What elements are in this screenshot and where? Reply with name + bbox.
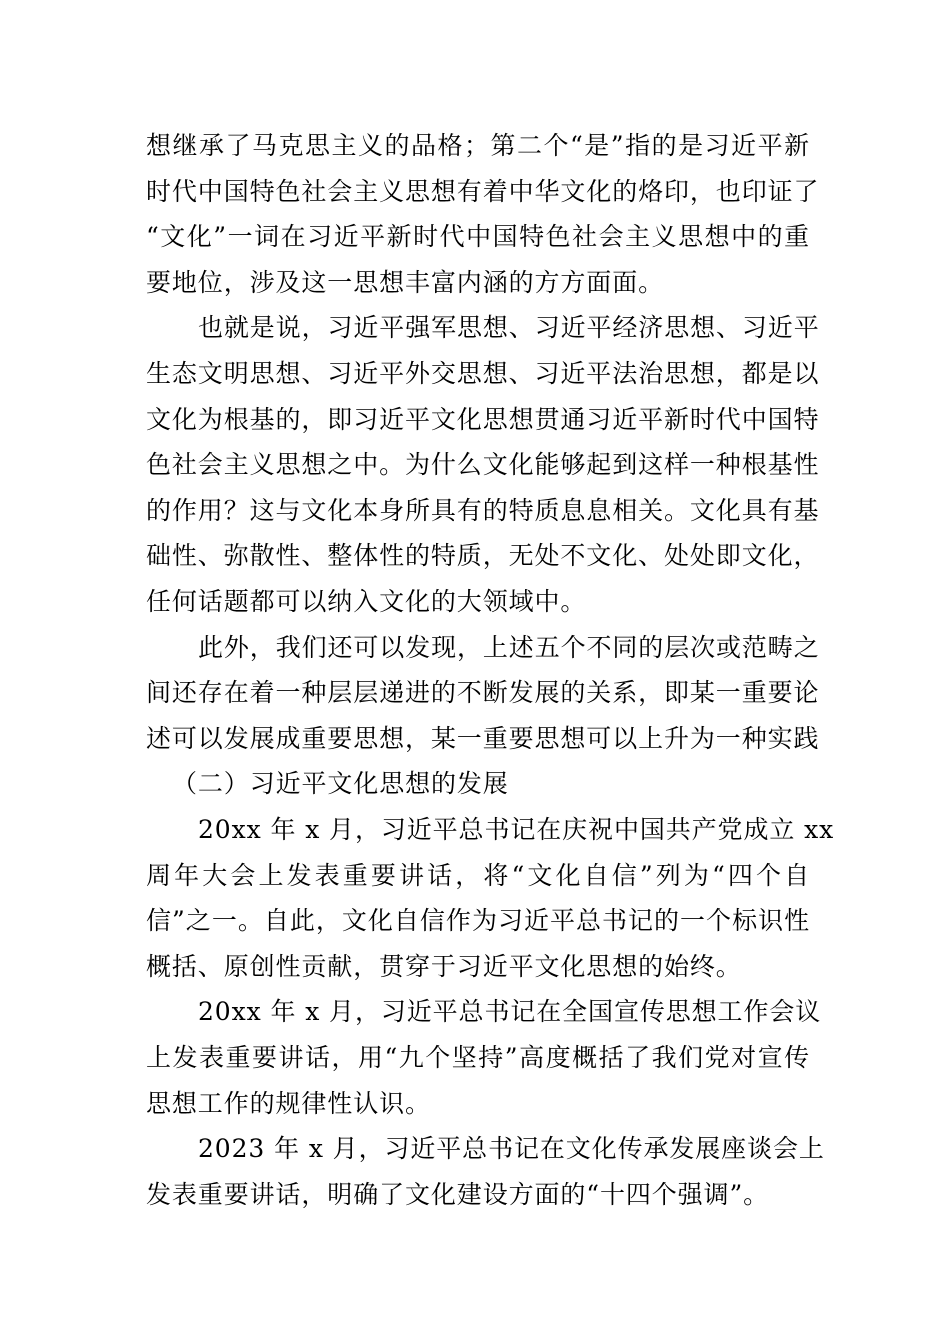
text-line: 述可以发展成重要思想，某一重要思想可以上升为一种实践 bbox=[146, 723, 820, 753]
text-line: 概括、原创性贡献，贯穿于习近平文化思想的始终。 bbox=[146, 951, 742, 981]
paragraph-start-line: 此外，我们还可以发现，上述五个不同的层次或范畴之 bbox=[198, 632, 820, 662]
text-line: 的作用？这与文化本身所具有的特质息息相关。文化具有基 bbox=[146, 495, 820, 525]
text-line: 周年大会上发表重要讲话，将“文化自信”列为“四个自 bbox=[146, 860, 810, 890]
text-line: 发表重要讲话，明确了文化建设方面的“十四个强调”。 bbox=[146, 1179, 770, 1209]
text-line: 要地位，涉及这一思想丰富内涵的方方面面。 bbox=[146, 267, 665, 297]
paragraph-start-line: 20xx 年 x 月，习近平总书记在庆祝中国共产党成立 xx bbox=[198, 815, 835, 844]
text-line: 任何话题都可以纳入文化的大领域中。 bbox=[146, 587, 587, 616]
text-line: 上发表重要讲话，用“九个坚持”高度概括了我们党对宣传 bbox=[146, 1043, 810, 1072]
paragraph-start-line: 20xx 年 x 月，习近平总书记在全国宣传思想工作会议 bbox=[198, 997, 822, 1027]
text-line: 生态文明思想、习近平外交思想、习近平法治思想，都是以 bbox=[146, 359, 820, 388]
text-line: 色社会主义思想之中。为什么文化能够起到这样一种根基性 bbox=[146, 450, 820, 480]
text-line: “文化”一词在习近平新时代中国特色社会主义思想中的重 bbox=[146, 222, 810, 252]
text-line: 时代中国特色社会主义思想有着中华文化的烙印，也印证了 bbox=[146, 176, 820, 206]
section-heading: （二）习近平文化思想的发展 bbox=[172, 769, 509, 799]
text-line: 信”之一。自此，文化自信作为习近平总书记的一个标识性 bbox=[146, 906, 810, 936]
text-line: 间还存在着一种层层递进的不断发展的关系，即某一重要论 bbox=[146, 678, 820, 708]
text-line: 础性、弥散性、整体性的特质，无处不文化、处处即文化， bbox=[146, 541, 820, 571]
paragraph-start-line: 也就是说，习近平强军思想、习近平经济思想、习近平 bbox=[198, 313, 820, 343]
text-line: 想继承了马克思主义的品格；第二个“是”指的是习近平新 bbox=[146, 131, 810, 160]
paragraph-start-line: 2023 年 x 月，习近平总书记在文化传承发展座谈会上 bbox=[198, 1134, 825, 1164]
text-line: 思想工作的规律性认识。 bbox=[146, 1088, 431, 1118]
text-line: 文化为根基的，即习近平文化思想贯通习近平新时代中国特 bbox=[146, 404, 820, 434]
